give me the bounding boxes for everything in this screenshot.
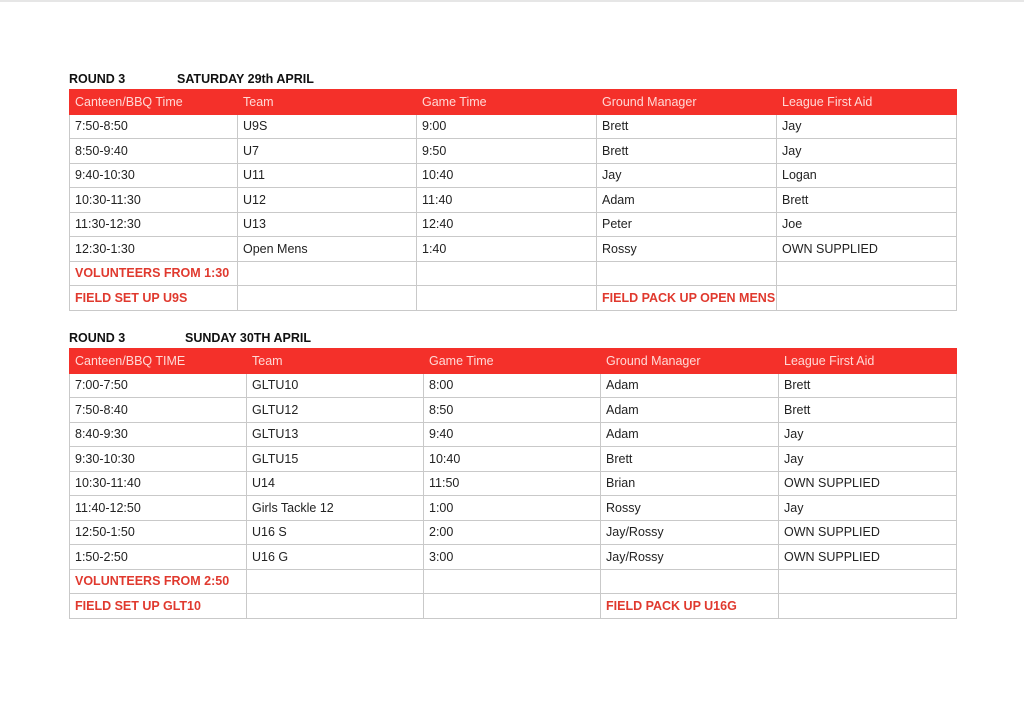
table-row-volunteers <box>70 569 957 594</box>
table-cell: 10:40 <box>424 447 601 472</box>
table-cell: U11 <box>238 163 417 188</box>
table-row <box>70 422 957 447</box>
table-cell-empty <box>597 261 777 286</box>
column-header: Team <box>247 349 424 374</box>
table-cell-empty <box>779 569 957 594</box>
volunteers-note: VOLUNTEERS FROM 1:30 <box>70 261 238 286</box>
table-cell: Adam <box>601 398 779 423</box>
table-row <box>70 471 957 496</box>
table-cell: 8:50 <box>424 398 601 423</box>
table-cell-empty <box>247 569 424 594</box>
column-header: Ground Manager <box>597 90 777 115</box>
table-cell: Joe <box>777 212 957 237</box>
table-cell: GLTU15 <box>247 447 424 472</box>
table-row <box>70 212 957 237</box>
field-set-up-note: FIELD SET UP U9S <box>70 286 238 311</box>
table-cell: 9:40-10:30 <box>70 163 238 188</box>
table-cell: 9:30-10:30 <box>70 447 247 472</box>
table-row-field <box>70 286 957 311</box>
table-cell: Jay <box>779 447 957 472</box>
table-row <box>70 139 957 164</box>
table-cell: Brett <box>777 188 957 213</box>
field-set-up-note: FIELD SET UP GLT10 <box>70 594 247 619</box>
table-cell: U13 <box>238 212 417 237</box>
column-header: Canteen/BBQ Time <box>70 90 238 115</box>
table-cell: Brett <box>597 114 777 139</box>
table-cell: OWN SUPPLIED <box>779 545 957 570</box>
table-cell: 8:50-9:40 <box>70 139 238 164</box>
table-cell: Logan <box>777 163 957 188</box>
page-top-border <box>0 0 1024 2</box>
column-header: Ground Manager <box>601 349 779 374</box>
table-cell-empty <box>424 569 601 594</box>
table-cell: Peter <box>597 212 777 237</box>
table-cell: U12 <box>238 188 417 213</box>
table-cell-empty <box>247 594 424 619</box>
column-header: Game Time <box>424 349 601 374</box>
table-cell: 9:00 <box>417 114 597 139</box>
table-cell: Brett <box>779 373 957 398</box>
table-cell: Jay <box>777 114 957 139</box>
table-cell-empty <box>417 286 597 311</box>
table-cell: 11:40-12:50 <box>70 496 247 521</box>
table-cell-empty <box>238 286 417 311</box>
schedule-table <box>69 348 957 619</box>
table-cell: Adam <box>597 188 777 213</box>
table-cell-empty <box>777 261 957 286</box>
table-row <box>70 520 957 545</box>
table-cell: 11:30-12:30 <box>70 212 238 237</box>
table-cell: Jay <box>597 163 777 188</box>
field-pack-up-note: FIELD PACK UP OPEN MENS <box>597 286 777 311</box>
table-cell: Brett <box>601 447 779 472</box>
table-row <box>70 545 957 570</box>
column-header: Game Time <box>417 90 597 115</box>
table-cell: Jay <box>779 422 957 447</box>
table-cell: U16 G <box>247 545 424 570</box>
table-cell: 8:00 <box>424 373 601 398</box>
table-row <box>70 496 957 521</box>
table-cell: GLTU10 <box>247 373 424 398</box>
table-cell: Jay <box>777 139 957 164</box>
table-cell: 10:30-11:30 <box>70 188 238 213</box>
table-cell: OWN SUPPLIED <box>779 471 957 496</box>
table-cell: Jay <box>779 496 957 521</box>
table-cell: Brian <box>601 471 779 496</box>
table-cell: 12:40 <box>417 212 597 237</box>
schedule-sunday <box>69 331 956 619</box>
table-cell: 7:50-8:40 <box>70 398 247 423</box>
column-header: Canteen/BBQ TIME <box>70 349 247 374</box>
table-cell: OWN SUPPLIED <box>779 520 957 545</box>
column-header: Team <box>238 90 417 115</box>
table-row <box>70 163 957 188</box>
section-heading <box>69 72 956 89</box>
table-cell: 10:30-11:40 <box>70 471 247 496</box>
volunteers-note: VOLUNTEERS FROM 2:50 <box>70 569 247 594</box>
table-header-row <box>70 349 957 374</box>
table-cell: 1:00 <box>424 496 601 521</box>
table-cell: Brett <box>597 139 777 164</box>
table-cell: 1:50-2:50 <box>70 545 247 570</box>
table-row-field <box>70 594 957 619</box>
table-cell: GLTU13 <box>247 422 424 447</box>
table-cell: Girls Tackle 12 <box>247 496 424 521</box>
table-cell: GLTU12 <box>247 398 424 423</box>
date-label: SATURDAY 29th APRIL <box>177 72 314 86</box>
table-cell: 3:00 <box>424 545 601 570</box>
table-cell: Open Mens <box>238 237 417 262</box>
table-cell: Jay/Rossy <box>601 545 779 570</box>
table-row-volunteers <box>70 261 957 286</box>
table-cell-empty <box>424 594 601 619</box>
table-row <box>70 188 957 213</box>
column-header: League First Aid <box>777 90 957 115</box>
round-label: ROUND 3 <box>69 331 126 345</box>
table-cell: 12:30-1:30 <box>70 237 238 262</box>
table-cell: U9S <box>238 114 417 139</box>
table-header-row <box>70 90 957 115</box>
table-cell: Adam <box>601 422 779 447</box>
table-cell: 8:40-9:30 <box>70 422 247 447</box>
table-row <box>70 114 957 139</box>
date-label: SUNDAY 30TH APRIL <box>185 331 311 345</box>
table-cell: Adam <box>601 373 779 398</box>
table-cell: 11:40 <box>417 188 597 213</box>
table-cell: 2:00 <box>424 520 601 545</box>
table-cell: 7:50-8:50 <box>70 114 238 139</box>
field-pack-up-note: FIELD PACK UP U16G <box>601 594 779 619</box>
table-cell: U7 <box>238 139 417 164</box>
round-label: ROUND 3 <box>69 72 126 86</box>
schedule-saturday <box>69 72 956 311</box>
table-cell: 7:00-7:50 <box>70 373 247 398</box>
table-cell: Rossy <box>597 237 777 262</box>
table-cell: U16 S <box>247 520 424 545</box>
table-row <box>70 447 957 472</box>
section-heading <box>69 331 956 348</box>
table-cell: Jay/Rossy <box>601 520 779 545</box>
table-cell: 1:40 <box>417 237 597 262</box>
table-cell: OWN SUPPLIED <box>777 237 957 262</box>
table-cell-empty <box>601 569 779 594</box>
column-header: League First Aid <box>779 349 957 374</box>
schedule-table <box>69 89 957 311</box>
table-cell: 12:50-1:50 <box>70 520 247 545</box>
table-cell: Rossy <box>601 496 779 521</box>
table-cell: 10:40 <box>417 163 597 188</box>
table-row <box>70 237 957 262</box>
table-cell-empty <box>417 261 597 286</box>
table-cell-empty <box>777 286 957 311</box>
table-cell: U14 <box>247 471 424 496</box>
table-cell: 9:40 <box>424 422 601 447</box>
table-cell-empty <box>238 261 417 286</box>
table-cell-empty <box>779 594 957 619</box>
table-cell: 11:50 <box>424 471 601 496</box>
table-cell: 9:50 <box>417 139 597 164</box>
table-row <box>70 398 957 423</box>
table-cell: Brett <box>779 398 957 423</box>
table-row <box>70 373 957 398</box>
